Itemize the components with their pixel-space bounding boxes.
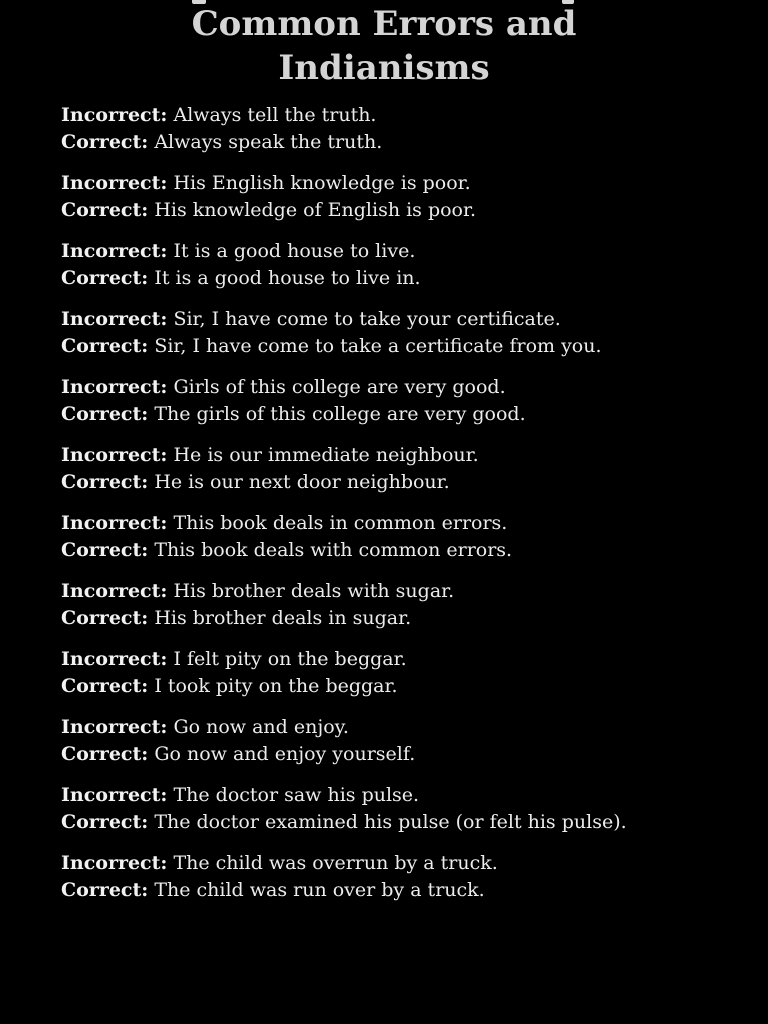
incorrect-row	[61, 714, 709, 741]
correct-label: Correct:	[61, 675, 149, 697]
incorrect-text: His English knowledge is poor.	[173, 172, 471, 194]
correct-label: Correct:	[61, 131, 149, 153]
page-title	[0, 2, 768, 90]
incorrect-row	[61, 102, 709, 129]
correct-label: Correct:	[61, 607, 149, 629]
incorrect-label: Incorrect:	[61, 240, 168, 262]
correct-label: Correct:	[61, 879, 149, 901]
correct-row	[61, 877, 709, 904]
correct-row	[61, 809, 709, 836]
correct-text: Go now and enjoy yourself.	[154, 743, 416, 765]
list-item	[61, 782, 709, 836]
correct-text: The child was run over by a truck.	[154, 879, 485, 901]
incorrect-row	[61, 442, 709, 469]
incorrect-label: Incorrect:	[61, 172, 168, 194]
list-item	[61, 238, 709, 292]
incorrect-text: He is our immediate neighbour.	[173, 444, 479, 466]
correct-row	[61, 469, 709, 496]
list-item	[61, 646, 709, 700]
incorrect-row	[61, 170, 709, 197]
incorrect-text: This book deals in common errors.	[173, 512, 508, 534]
incorrect-label: Incorrect:	[61, 512, 168, 534]
list-item	[61, 102, 709, 156]
correct-row	[61, 333, 709, 360]
incorrect-label: Incorrect:	[61, 784, 168, 806]
correct-text: His brother deals in sugar.	[154, 607, 412, 629]
list-item	[61, 714, 709, 768]
page-title-line-1: Common Errors and	[191, 4, 577, 44]
correct-row	[61, 673, 709, 700]
incorrect-text: Go now and enjoy.	[173, 716, 349, 738]
incorrect-row	[61, 850, 709, 877]
error-correction-list	[61, 102, 709, 918]
incorrect-label: Incorrect:	[61, 716, 168, 738]
list-item	[61, 510, 709, 564]
incorrect-label: Incorrect:	[61, 852, 168, 874]
incorrect-label: Incorrect:	[61, 648, 168, 670]
list-item	[61, 170, 709, 224]
correct-row	[61, 197, 709, 224]
correct-text: He is our next door neighbour.	[154, 471, 450, 493]
incorrect-text: Girls of this college are very good.	[173, 376, 506, 398]
correct-text: The girls of this college are very good.	[154, 403, 526, 425]
incorrect-row	[61, 510, 709, 537]
correct-row	[61, 129, 709, 156]
correct-label: Correct:	[61, 403, 149, 425]
incorrect-label: Incorrect:	[61, 444, 168, 466]
incorrect-label: Incorrect:	[61, 104, 168, 126]
page-title-line-2: Indianisms	[278, 48, 490, 88]
list-item	[61, 306, 709, 360]
list-item	[61, 850, 709, 904]
list-item	[61, 442, 709, 496]
correct-row	[61, 265, 709, 292]
correct-label: Correct:	[61, 471, 149, 493]
incorrect-label: Incorrect:	[61, 308, 168, 330]
incorrect-label: Incorrect:	[61, 580, 168, 602]
correct-text: His knowledge of English is poor.	[154, 199, 477, 221]
incorrect-text: His brother deals with sugar.	[173, 580, 455, 602]
incorrect-row	[61, 646, 709, 673]
correct-text: I took pity on the beggar.	[154, 675, 398, 697]
incorrect-label: Incorrect:	[61, 376, 168, 398]
incorrect-row	[61, 238, 709, 265]
list-item	[61, 578, 709, 632]
incorrect-row	[61, 578, 709, 605]
correct-label: Correct:	[61, 743, 149, 765]
incorrect-row	[61, 306, 709, 333]
correct-row	[61, 537, 709, 564]
incorrect-row	[61, 374, 709, 401]
correct-text: Always speak the truth.	[154, 131, 383, 153]
correct-text: This book deals with common errors.	[154, 539, 513, 561]
correct-label: Correct:	[61, 811, 149, 833]
incorrect-row	[61, 782, 709, 809]
incorrect-text: Always tell the truth.	[173, 104, 377, 126]
correct-text: It is a good house to live in.	[154, 267, 421, 289]
correct-label: Correct:	[61, 539, 149, 561]
correct-row	[61, 605, 709, 632]
correct-label: Correct:	[61, 199, 149, 221]
correct-text: The doctor examined his pulse (or felt his pulse).	[154, 811, 627, 833]
incorrect-text: Sir, I have come to take your certificate.	[173, 308, 561, 330]
incorrect-text: I felt pity on the beggar.	[173, 648, 407, 670]
incorrect-text: It is a good house to live.	[173, 240, 416, 262]
incorrect-text: The doctor saw his pulse.	[173, 784, 420, 806]
correct-label: Correct:	[61, 267, 149, 289]
correct-label: Correct:	[61, 335, 149, 357]
correct-row	[61, 401, 709, 428]
list-item	[61, 374, 709, 428]
correct-row	[61, 741, 709, 768]
correct-text: Sir, I have come to take a certificate from you.	[154, 335, 602, 357]
incorrect-text: The child was overrun by a truck.	[173, 852, 498, 874]
